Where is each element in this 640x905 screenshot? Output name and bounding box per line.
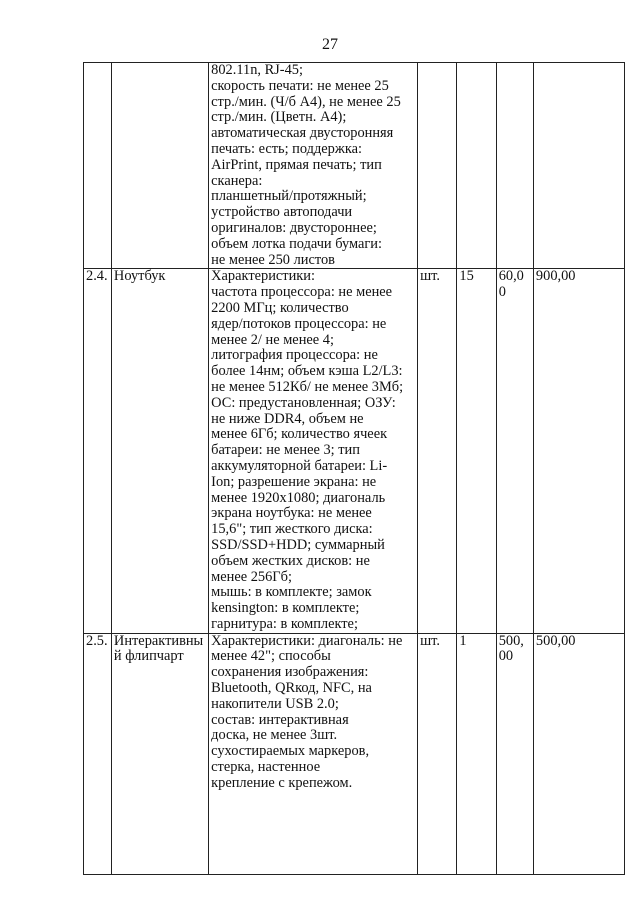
description-line: накопители USB 2.0;: [211, 695, 339, 712]
item-number-cell: [84, 63, 112, 269]
description-line: оригиналов: двустороннее;: [211, 219, 377, 236]
item-name-cell: Ноутбук: [111, 269, 208, 633]
description-line: более 14нм; объем кэша L2/L3:: [211, 363, 403, 380]
table-row: [84, 269, 625, 633]
description-line: устройство автоподачи: [211, 204, 353, 221]
item-unit-cell: шт.: [418, 633, 457, 874]
description-line: литография процессора: не: [211, 347, 378, 364]
description-line: менее 42"; способы: [211, 648, 331, 665]
specification-table: [83, 62, 625, 875]
item-sum-cell: 500,00: [533, 633, 624, 874]
item-quantity-cell: [457, 63, 496, 269]
description-line: не менее 512Кб/ не менее 3Мб;: [211, 378, 404, 395]
description-line: ОС: предустановленная; ОЗУ:: [211, 394, 396, 411]
description-line: стр./мин. (Ч/б А4), не менее 25: [211, 93, 401, 110]
description-line: AirPrint, прямая печать; тип: [211, 156, 382, 173]
description-line: сухостираемых маркеров,: [211, 743, 370, 760]
description-line: менее 6Гб; количество ячеек: [211, 426, 388, 443]
description-line: скорость печати: не менее 25: [211, 77, 389, 94]
description-line: планшетный/протяжный;: [211, 188, 367, 205]
description-line: kensington: в комплекте;: [211, 600, 360, 617]
item-unit-cell: шт.: [418, 269, 457, 633]
table-row: [84, 633, 625, 874]
description-line: частота процессора: не менее: [211, 284, 393, 301]
description-line: менее 2/ не менее 4;: [211, 331, 334, 348]
page-number: 27: [322, 36, 338, 53]
item-sum-cell: [533, 63, 624, 269]
description-line: 15,6"; тип жесткого диска:: [211, 521, 373, 538]
description-line: Bluetooth, QRкод, NFC, на: [211, 680, 372, 697]
description-line: SSD/SSD+HDD; суммарный: [211, 536, 385, 553]
description-line: ядер/потоков процессора: не: [211, 315, 387, 332]
item-description-cell: [209, 269, 418, 633]
description-line: гарнитура: в комплекте;: [211, 615, 358, 632]
item-description-cell: [209, 633, 418, 874]
item-number-cell: 2.4.: [84, 269, 112, 633]
item-price-cell: 500,00: [496, 633, 533, 874]
description-line: печать: есть; поддержка:: [211, 140, 362, 157]
item-sum-cell: 900,00: [533, 269, 624, 633]
description-line: крепление с крепежом.: [211, 774, 353, 791]
description-line: сохранения изображения:: [211, 664, 369, 681]
description-line: экрана ноутбука: не менее: [211, 505, 372, 522]
item-description-cell: [209, 63, 418, 269]
description-line: стерка, настенное: [211, 759, 321, 776]
description-line: стр./мин. (Цветн. А4);: [211, 109, 347, 126]
description-line: доска, не менее 3шт.: [211, 727, 338, 744]
description-line: менее 256Гб;: [211, 568, 292, 585]
item-quantity-cell: 1: [457, 633, 496, 874]
description-line: состав: интерактивная: [211, 711, 349, 728]
item-number-cell: 2.5.: [84, 633, 112, 874]
description-line: не менее 250 листов: [211, 251, 335, 268]
description-line: батареи: не менее 3; тип: [211, 442, 360, 459]
table-row: [84, 63, 625, 269]
description-line: аккумуляторной батареи: Li-: [211, 457, 388, 474]
item-quantity-cell: 15: [457, 269, 496, 633]
description-line: автоматическая двусторонняя: [211, 125, 394, 142]
description-line: 2200 МГц; количество: [211, 299, 349, 316]
item-name-cell: [111, 63, 208, 269]
description-line: сканера:: [211, 172, 263, 189]
description-line: объем лотка подачи бумаги:: [211, 235, 383, 252]
item-price-cell: [496, 63, 533, 269]
description-line: менее 1920х1080; диагональ: [211, 489, 386, 506]
item-price-cell: 60,00: [496, 269, 533, 633]
description-line: Ion; разрешение экрана: не: [211, 473, 377, 490]
description-line: Характеристики:: [211, 268, 315, 285]
description-line: объем жестких дисков: не: [211, 552, 370, 569]
item-unit-cell: [418, 63, 457, 269]
description-line: 802.11n, RJ-45;: [211, 62, 303, 78]
description-line: мышь: в комплекте; замок: [211, 584, 372, 601]
description-line: не ниже DDR4, объем не: [211, 410, 364, 427]
description-line: Характеристики: диагональ: не: [211, 632, 403, 649]
item-name-cell: Интерактивный флипчарт: [111, 633, 208, 874]
